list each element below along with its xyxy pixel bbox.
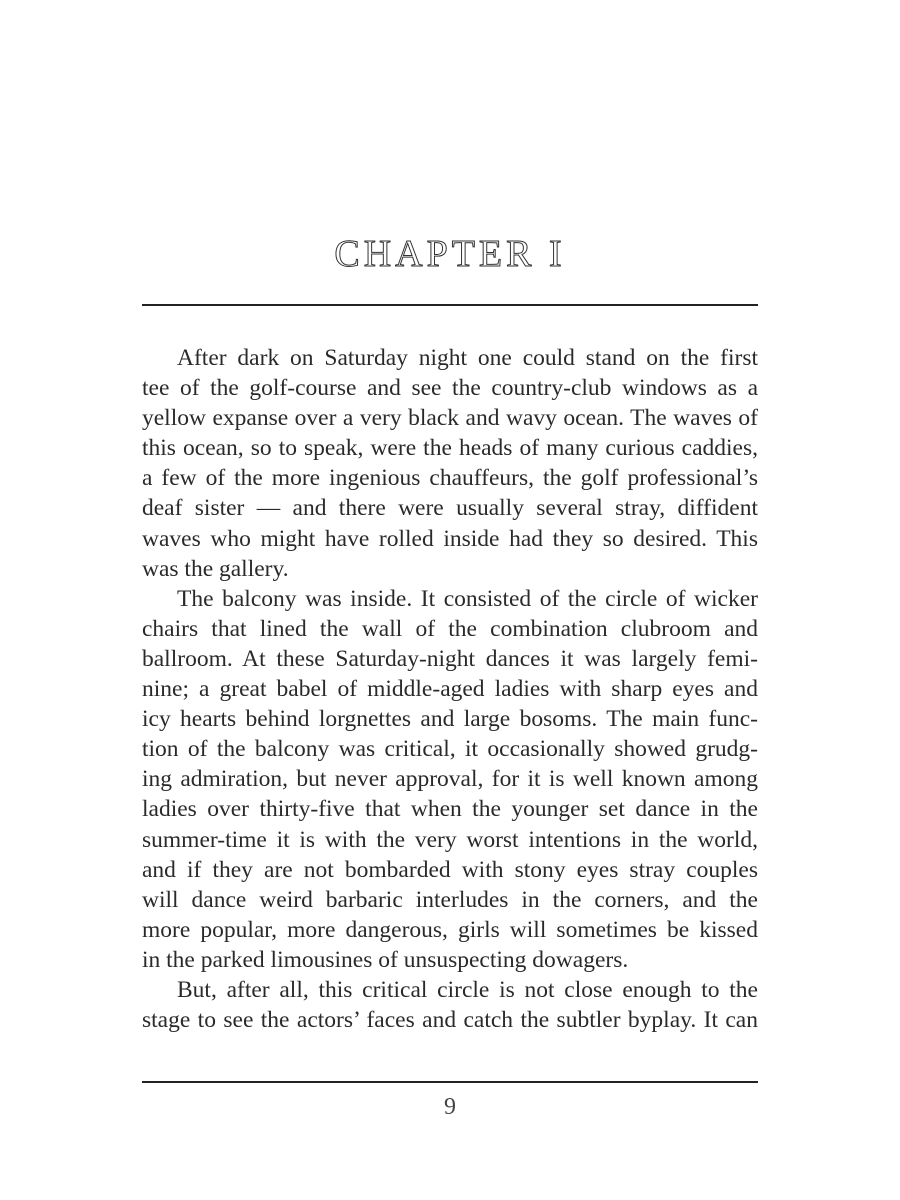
text-line: ing admiration, but never approval, for it is well known among: [142, 766, 758, 793]
text-line: a few of the more ingenious chauffeurs, the golf professional’s: [142, 465, 758, 492]
text-line: tion of the balcony was critical, it occasionally showed grudg-: [142, 736, 758, 763]
text-line: ballroom. At these Saturday-night dances it was largely femi-: [142, 645, 758, 672]
text-line: The balcony was inside. It consisted of the circle of wicker: [177, 585, 758, 612]
text-line: in the parked limousines of unsuspecting dowagers.: [142, 946, 629, 973]
page-number: 9: [444, 1094, 456, 1120]
text-line: yellow expanse over a very black and wavy ocean. The waves of: [142, 405, 758, 432]
chapter-title: CHAPTER I: [334, 233, 566, 275]
text-line: ladies over thirty-five that when the younger set dance in the: [142, 796, 758, 823]
text-line: nine; a great babel of middle-aged ladies with sharp eyes and: [142, 676, 758, 703]
text-line: summer-time it is with the very worst intentions in the world,: [142, 826, 758, 853]
text-line: waves who might have rolled inside had they so desired. This: [142, 525, 758, 552]
top-rule: [142, 304, 758, 306]
text-line: deaf sister — and there were usually several stray, diffident: [142, 495, 758, 522]
text-line: this ocean, so to speak, were the heads of many curious caddies,: [142, 435, 758, 462]
bottom-rule: [142, 1081, 758, 1083]
text-line: stage to see the actors’ faces and catch the subtler byplay. It can: [142, 1007, 758, 1034]
text-line: But, after all, this critical circle is not close enough to the: [177, 976, 758, 1003]
body-text: [142, 343, 758, 1035]
text-line: icy hearts behind lorgnettes and large bosoms. The main func-: [142, 706, 758, 733]
text-line: tee of the golf-course and see the country-club windows as a: [142, 375, 758, 402]
text-line: more popular, more dangerous, girls will sometimes be kissed: [142, 916, 758, 943]
text-line: and if they are not bombarded with stony eyes stray couples: [142, 856, 758, 883]
text-line: chairs that lined the wall of the combination clubroom and: [142, 615, 758, 642]
text-line: After dark on Saturday night one could stand on the first: [177, 345, 758, 371]
text-line: was the gallery.: [142, 555, 289, 582]
text-line: will dance weird barbaric interludes in the corners, and the: [142, 886, 758, 913]
